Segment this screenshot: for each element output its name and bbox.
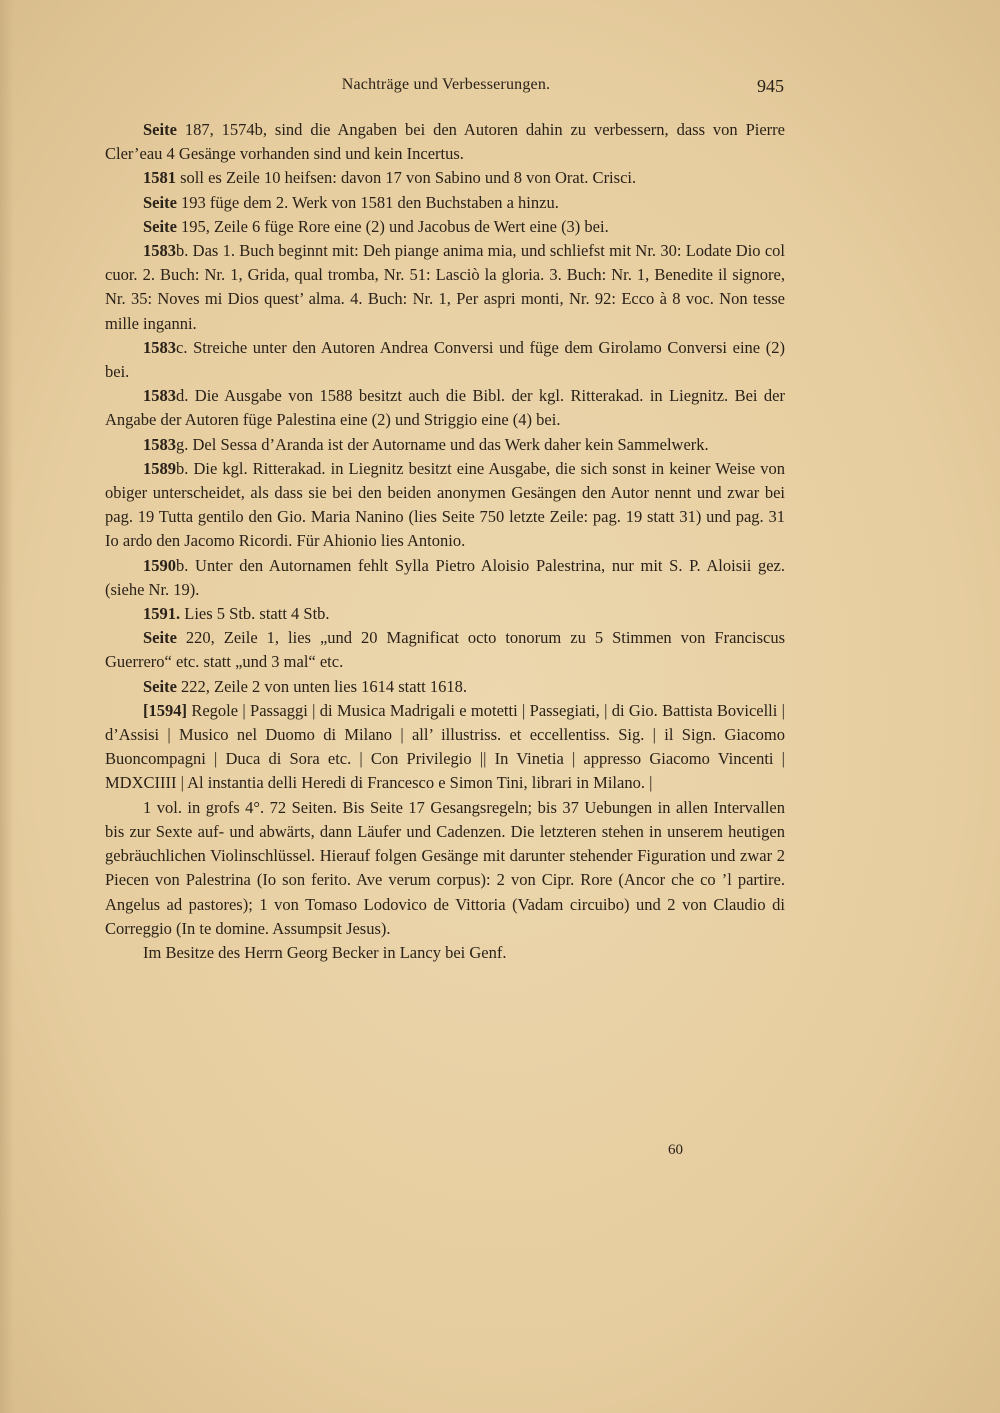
paragraph-text: 187, 1574b, sind die Angaben bei den Autoren dahin zu verbessern, dass von Pierre Cler’eau 4 Gesänge vorhanden sind und kein Incertus. <box>105 120 785 164</box>
paragraph-text: b. Das 1. Buch beginnt mit: Deh piange anima mia, und schliefst mit Nr. 30: Lodate Dio col cuor. 2. Buch: Nr. 1, Grida, qual tromba, Nr. 51: Lasciò la gloria. 3. Buch: Nr. 1, Benedite il signore, Nr. 35: Noves mi Dios quest’ alma. 4. Buch: Nr. 1, Per aspri monti, Nr. 92: Ecco à 8 voc. Non tesse mille inganni. <box>105 241 785 333</box>
paragraph-lead: 1581 <box>143 168 176 188</box>
paragraph-lead: Seite <box>143 676 177 696</box>
paragraph-text: 193 füge dem 2. Werk von 1581 den Buchstaben a hinzu. <box>176 192 559 212</box>
paragraph-text: 222, Zeile 2 von unten lies 1614 statt 1618. <box>176 676 467 696</box>
paragraph-12 <box>105 626 785 674</box>
paragraph-lead: Seite <box>143 216 177 236</box>
paragraph-text: 1 vol. in grofs 4°. 72 Seiten. Bis Seite 17 Gesangsregeln; bis 37 Uebungen in allen Intervallen bis zur Sexte auf- und abwärts, dann Läufer und Cadenzen. Die letzteren stehen in unserem heutigen gebräuchlichen Violinschlüssel. Hierauf folgen Gesänge mit darunter stehender Figuration und zwar 2 Piecen von Palestrina (Io son ferito. Ave verum corpus): 2 von Cipr. Rore (Ancor che co ’l partire. Angelus ad pastores); 1 von Tomaso Lodovico de Vittoria (Vadam circuibo) und 2 von Claudio di Correggio (In te domine. Assumpsit Jesus). <box>105 797 785 938</box>
paragraph-10 <box>105 554 785 602</box>
paragraph-text: 195, Zeile 6 füge Rore eine (2) und Jacobus de Wert eine (3) bei. <box>176 216 609 236</box>
paragraph-lead: 1589 <box>143 458 176 478</box>
paragraph-lead: Seite <box>143 120 177 139</box>
paragraph-13 <box>105 675 785 699</box>
header-title: Nachträge und Verbesserungen. <box>341 76 551 93</box>
paragraph-lead: Seite <box>143 628 177 648</box>
paragraph-text: c. Streiche unter den Autoren Andrea Conversi und füge dem Girolamo Conversi eine (2) bei. <box>105 337 785 382</box>
paragraph-text: b. Unter den Autornamen fehlt Sylla Pietro Aloisio Palestrina, nur mit S. P. Aloisii gez. (siehe Nr. 19). <box>105 555 785 599</box>
page-binding-edge <box>0 0 14 1413</box>
page-number: 945 <box>757 76 784 96</box>
paragraph-4 <box>105 215 785 239</box>
paragraph-lead: 1591. <box>143 604 181 624</box>
paragraph-2 <box>105 166 785 190</box>
paragraph-lead: Seite <box>143 192 177 212</box>
paragraph-text: g. Del Sessa d’Aranda ist der Autorname und das Werk daher kein Sammelwerk. <box>176 434 709 454</box>
paragraph-text: soll es Zeile 10 heifsen: davon 17 von Sabino und 8 von Orat. Crisci. <box>176 168 637 188</box>
paragraph-lead: 1583 <box>143 434 176 454</box>
paragraph-text: Im Besitze des Herrn Georg Becker in Lancy bei Genf. <box>143 942 507 962</box>
body-text <box>105 118 785 965</box>
paragraph-7 <box>105 384 785 432</box>
signature-mark: 60 <box>668 1142 683 1158</box>
paragraph-text: Regole | Passaggi | di Musica Madrigali e motetti | Passegiati, | di Gio. Battista Bovicelli | d’Assisi | Musico nel Duomo di Milano | all’ illustriss. et eccellentiss. Sig. | il Sign. Giacomo Buoncompagni | Duca di Sora etc. | Con Privilegio || In Vinetia | appresso Giacomo Vincenti | MDXCIIII | Al instantia delli Heredi di Francesco e Simon Tini, librari in Milano. | <box>105 700 785 793</box>
paragraph-14 <box>105 699 785 796</box>
paragraph-lead: 1583 <box>143 386 176 406</box>
paragraph-text: Lies 5 Stb. statt 4 Stb. <box>180 604 330 624</box>
paragraph-1 <box>105 118 785 166</box>
paragraph-lead: [1594] <box>143 700 187 720</box>
paragraph-15 <box>105 796 785 941</box>
paragraph-lead: 1583 <box>143 337 176 357</box>
paragraph-lead: 1590 <box>143 555 176 575</box>
paragraph-text: 220, Zeile 1, lies „und 20 Magnificat octo tonorum zu 5 Stimmen von Franciscus Guerrero“ etc. statt „und 3 mal“ etc. <box>105 628 785 672</box>
running-header <box>108 76 784 102</box>
paragraph-6 <box>105 336 785 384</box>
paragraph-16 <box>105 941 785 965</box>
paragraph-8 <box>105 433 785 457</box>
paragraph-3 <box>105 191 785 215</box>
paragraph-11 <box>105 602 785 626</box>
paragraph-9 <box>105 457 785 554</box>
paragraph-text: d. Die Ausgabe von 1588 besitzt auch die Bibl. der kgl. Ritterakad. in Liegnitz. Bei der Angabe der Autoren füge Palestina eine (2) und Striggio eine (4) bei. <box>105 386 785 430</box>
paragraph-5 <box>105 239 785 336</box>
paragraph-lead: 1583 <box>143 241 176 261</box>
paragraph-text: b. Die kgl. Ritterakad. in Liegnitz besitzt eine Ausgabe, die sich sonst in keiner Weise von obiger unterscheidet, als dass sie bei den beiden anonymen Gesängen den Autor nennt und zwar bei pag. 19 Tutta gentilo den Gio. Maria Nanino (lies Seite 750 letzte Zeile: pag. 19 statt 31) und pag. 31 Io ardo den Jacomo Ricordi. Für Ahionio lies Antonio. <box>105 458 785 551</box>
